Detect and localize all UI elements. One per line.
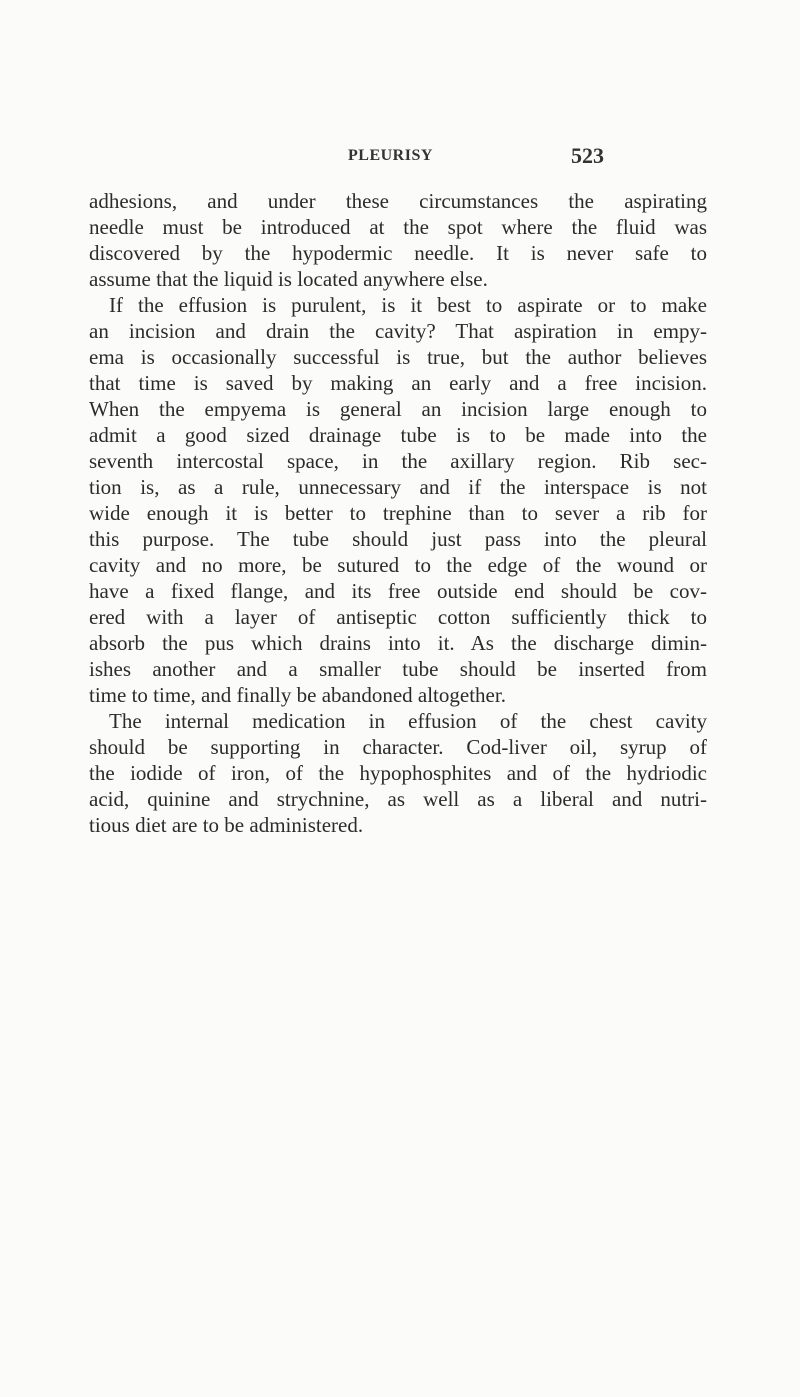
text-line: seventh intercostal space, in the axillary region. Rib sec- — [89, 449, 707, 473]
text-line: an incision and drain the cavity? That aspiration in empy- — [89, 319, 707, 343]
text-line: time to time, and finally be abandoned altogether. — [89, 683, 506, 707]
text-line: needle must be introduced at the spot where the fluid was — [89, 215, 707, 239]
text-line: ema is occasionally successful is true, but the author believes — [89, 345, 707, 369]
text-line: absorb the pus which drains into it. As the discharge dimin- — [89, 631, 707, 655]
text-line: the iodide of iron, of the hypophosphites and of the hydriodic — [89, 761, 707, 785]
text-line: discovered by the hypodermic needle. It is never safe to — [89, 241, 707, 265]
text-line: ered with a layer of antiseptic cotton sufficiently thick to — [89, 605, 707, 629]
text-line: assume that the liquid is located anywhere else. — [89, 267, 488, 291]
body-text — [89, 188, 707, 838]
text-line: tion is, as a rule, unnecessary and if the interspace is not — [89, 475, 707, 499]
text-line: When the empyema is general an incision large enough to — [89, 397, 707, 421]
text-line: If the effusion is purulent, is it best to aspirate or to make — [109, 293, 707, 317]
page-number: 523 — [571, 143, 604, 168]
text-line: admit a good sized drainage tube is to be made into the — [89, 423, 707, 447]
text-line: The internal medication in effusion of the chest cavity — [109, 709, 707, 733]
text-line: ishes another and a smaller tube should be inserted from — [89, 657, 707, 681]
text-line: tious diet are to be administered. — [89, 813, 364, 837]
text-line: should be supporting in character. Cod-liver oil, syrup of — [89, 735, 707, 759]
text-line: cavity and no more, be sutured to the edge of the wound or — [89, 553, 707, 577]
text-line: that time is saved by making an early and a free incision. — [89, 371, 707, 395]
text-line: this purpose. The tube should just pass into the pleural — [89, 527, 707, 551]
running-head — [0, 143, 800, 173]
text-line: wide enough it is better to trephine than to sever a rib for — [89, 501, 707, 525]
text-line: acid, quinine and strychnine, as well as a liberal and nutri- — [89, 787, 707, 811]
running-title: PLEURISY — [348, 147, 433, 164]
text-line: adhesions, and under these circumstances the aspirating — [89, 189, 707, 213]
text-line: have a fixed flange, and its free outside end should be cov- — [89, 579, 707, 603]
